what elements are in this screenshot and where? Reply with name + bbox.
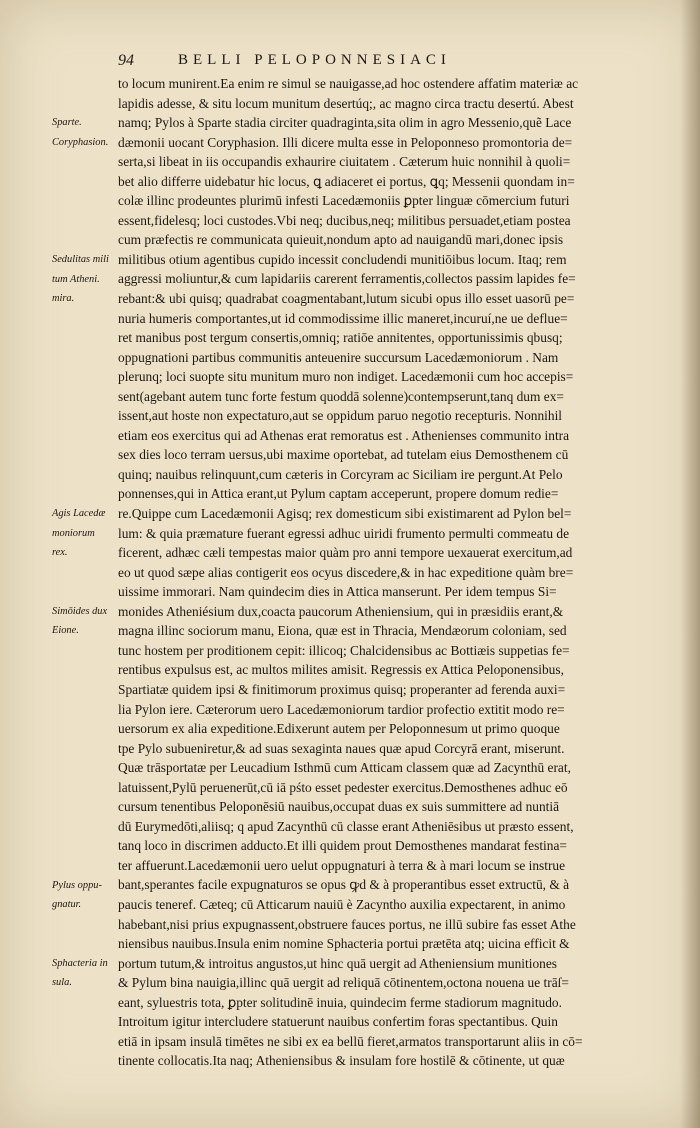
text-line: dū Eurymedōti,aliisq; q apud Zacynthū cū classe erant Atheniēsibus ut præsto essent,: [118, 818, 574, 834]
text-line: paucis teneref. Cæteq; cū Atticarum nauiū è Zacyntho auxilia expectarent, in animo: [118, 896, 566, 912]
text-line: militibus otium agentibus cupido incessit concludendi munitiōibus locum. Itaq; rem: [118, 251, 567, 267]
text-line: eant, syluestris tota, ꝑpter solitudinē inuia, quindecim ferme stadiorum magnitudo.: [118, 994, 562, 1010]
margin-note: Sedulitas mili: [52, 253, 109, 265]
text-line: uersorum ex alia expeditione.Edixerunt autem per Peloponnesum ut primo quoque: [118, 721, 560, 737]
text-line: tinente collocatis.Ita naq; Atheniensibus & insulam fore hostilē & cōtinente, ut quæ: [118, 1053, 565, 1069]
margin-note: Coryphasion.: [52, 136, 109, 148]
margin-note: Pylus oppu-: [52, 879, 102, 891]
margin-note: sula.: [52, 977, 72, 989]
text-line: ponnenses,qui in Attica erant,ut Pylum captam acceperunt, propere domum redie=: [118, 486, 559, 502]
text-line: uissime immorari. Nam quindecim dies in Attica manserunt. Per idem tempus Si=: [118, 584, 557, 600]
text-line: & Pylum bina nauigia,illinc quā uergit ad reliquā cōtinentem,octona nouena ue trāſ=: [118, 975, 569, 991]
text-line: ret manibus post tergum consertis,omniq; ratiōe annitentes, opportunissimis qbusq;: [118, 330, 563, 346]
text-line: to locum munirent.Ea enim re simul se nauigasse,ad hoc ostendere affatim materiæ ac: [118, 76, 579, 91]
text-line: tunc hostem per proditionem cepit: illicoq; Chalcidensibus ac Bottiæis suppetias fe=: [118, 642, 570, 658]
text-line: sent(agebant autem tunc forte festum quoddā solenne)contempserunt,tanq dum ex=: [118, 388, 564, 404]
text-line: latuissent,Pylū peruenerūt,cū iā pśto esset pedester exercitus.Demosthenes adhuc eō: [118, 779, 568, 795]
margin-note: Simōides dux: [52, 605, 108, 617]
page-gutter-shadow: [680, 0, 700, 1128]
text-line: quinq; nauibus relinquunt,cum cæteris in Corcyram ac Siciliam ire pergunt.At Pelo: [118, 466, 563, 482]
text-line: bet alio differre uidebatur hic locus, ꝗ adiaceret ei portus, ꝗq; Messenii quondam in=: [118, 173, 575, 189]
text-line: monides Atheniésium dux,coacta paucorum Atheniensium, qui in præsidiis erant,&: [118, 603, 564, 619]
text-line: ficerent, adhæc cæli tempestas maior quàm pro anni tempore uexauerat exercitum,ad: [118, 545, 573, 561]
text-line: Introitum igitur intercludere statuerunt nauibus confertim foras spectantibus. Quin: [118, 1014, 558, 1030]
margin-note: Agis Lacedæ: [52, 508, 106, 520]
margin-note: gnatur.: [52, 899, 82, 911]
text-line: lum: & quia præmature fuerant egressi adhuc uiridi frumento permulti commeatu de: [118, 525, 570, 541]
text-line: tanq loco in discrimen adducto.Et illi quidem prout Demosthenes mandarat festina=: [118, 838, 567, 854]
text-line: Quæ trāsportatæ per Leucadium Isthmū cum Atticam classem quæ ad Zacynthū erat,: [118, 760, 571, 776]
text-line: nuria humeris comportantes,ut id commodissime illic maneret,incuruí,ne ue deflue=: [118, 310, 568, 326]
margin-note: tum Atheni.: [52, 273, 100, 285]
margin-note: mira.: [52, 293, 75, 305]
text-line: tpe Pylo subueniretur,& ad suas sexaginta naues quæ apud Corcyrā erant, miserunt.: [118, 740, 565, 756]
text-line: aggressi moliuntur,& cum lapidariis carerent ferramentis,collectos passim lapides fe=: [118, 271, 576, 287]
text-line: rebant:& ubi quisq; quadrabat coagmentabant,lutum sicubi opus illo esset uasorū pe=: [118, 291, 575, 307]
text-line: sex dies loco terram uersus,ubi maxime oportebat, ad tutelam eius Demosthenem cū: [118, 447, 569, 463]
text-line: Spartiatæ quidem ipsi & finitimorum proximus quisq; properanter ad ferenda auxi=: [118, 681, 566, 697]
text-line: cum præfectis re communicata quieuit,nondum apto ad nauigandū mari,donec ipsis: [118, 232, 564, 248]
text-line: rentibus expulsus est, ac multos milites amisit. Regressis ex Attica Peloponensibus,: [118, 662, 564, 678]
text-line: essent,fidelesq; loci custodes.Vbi neq; ducibus,neq; militibus persuadet,etiam postea: [118, 212, 571, 228]
text-line: colæ illinc prodeuntes plurimū infesti Lacedæmoniis ꝑpter linguæ cōmercium futuri: [118, 193, 570, 209]
text-line: lapidis adesse, & situ locum munitum desertúq;, ac magno circa tractu desertú. Abest: [118, 95, 574, 111]
text-line: etiam eos exercitus qui ad Athenas erat remoratus est . Athenienses communito intra: [118, 427, 570, 443]
text-line: eo ut quod sæpe alias contigerit eos ocyus discedere,& in hac expeditione quàm bre=: [118, 564, 574, 580]
text-line: oppugnationi partibus communitis anteuenire succursum Lacedæmoniorum . Nam: [118, 349, 559, 365]
running-title: BELLI PELOPONNESIACI: [178, 52, 451, 68]
margin-note: rex.: [52, 547, 68, 559]
text-line: niensibus nauibus.Insula enim nomine Sphacteria portui prætēta atq; uicina efficit &: [118, 936, 570, 952]
text-line: issent,aut hoste non expectaturo,aut se oppidum paruo negotio recepturis. Nonnihil: [118, 408, 563, 424]
text-line: habebant,nisi prius expugnassent,obstruere fauces portus, ne illū subire fas esset Athe: [118, 916, 576, 932]
text-line: dæmonii uocant Coryphasion. Illi dicere multa esse in Peloponneso promontoria de=: [118, 134, 573, 150]
text-line: plerunq; loci suopte situ munitum muro non indiget. Lacedæmonii cum hoc accepis=: [118, 369, 574, 385]
page-number: 94: [118, 52, 134, 69]
text-line: serta,si libeat in iis occupandis exhaurire ciuitatem . Cæterum huic nonnihil à quoli=: [118, 154, 571, 170]
main-text-block: [118, 74, 680, 1071]
text-line: magna illinc sociorum manu, Eiona, quæ est in Thracia, Mendæorum coloniam, sed: [118, 623, 567, 639]
margin-note: Eione.: [52, 625, 79, 637]
text-line: lia Pylon iere. Cæterorum uero Lacedæmoniorum tardior profectio extitit modo re=: [118, 701, 565, 717]
page-header: [118, 52, 678, 76]
text-line: ter affuerunt.Lacedæmonii uero uelut oppugnaturi à terra & à mari locum se instrue: [118, 857, 566, 873]
text-line: namq; Pylos à Sparte stadia circiter quadraginta,sita olim in agro Messenio,quẽ Lace: [118, 115, 572, 131]
text-line: bant,sperantes facile expugnaturos se opus ꝙd & à properantibus esset extructū, & à: [118, 877, 570, 893]
margin-note: moniorum: [52, 527, 95, 539]
margin-note: Sparte.: [52, 117, 82, 129]
margin-note: Sphacteria in: [52, 957, 108, 969]
text-line: etiā in ipsam insulā timētes ne sibi ex ea bellū fieret,armatos transportarunt aliis in cō=: [118, 1033, 583, 1049]
text-line: re.Quippe cum Lacedæmonii Agisq; rex domesticum sibi existimarent ad Pylon bel=: [118, 506, 572, 522]
text-line: portum tutum,& introitus angustos,ut hinc quā uergit ad Atheniensium munitiones: [118, 955, 558, 971]
text-line: cursum tenentibus Peloponēsiū nauibus,occupat duas ex suis summittere ad nuntiā: [118, 799, 560, 815]
